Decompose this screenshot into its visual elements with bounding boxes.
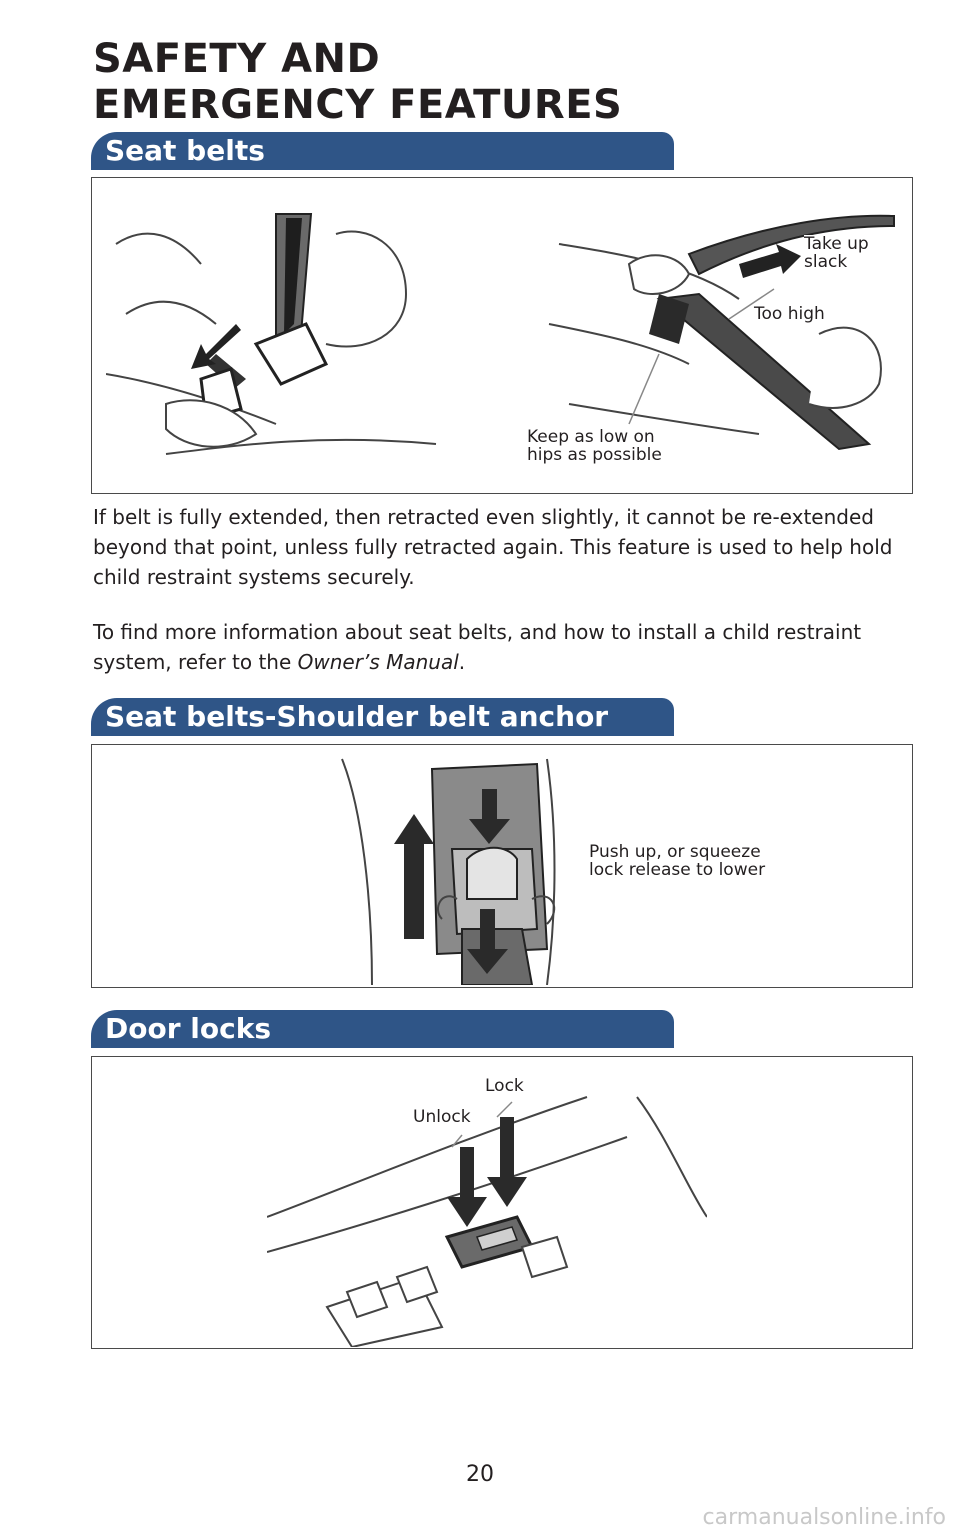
section-heading-shoulder-belt-anchor: Seat belts-Shoulder belt anchor [105,700,609,733]
section-tab-shoulder-belt-anchor [91,698,674,736]
callout-keep-low-on-hips: Keep as low on hips as possible [527,427,662,465]
door-locks-panel [91,1056,913,1349]
page-title [93,36,622,128]
section-heading-seat-belts: Seat belts [105,134,265,167]
page-title-line-1: SAFETY AND [93,36,381,82]
section-tab-door-locks [91,1010,674,1048]
watermark: carmanualsonline.info [702,1505,946,1530]
callout-lock: Lock [485,1076,524,1096]
info-paragraph-end: . [458,650,466,674]
seat-belt-buckle-illustration [106,204,451,464]
section-heading-door-locks: Door locks [105,1012,271,1045]
owners-manual-reference: Owner’s Manual [297,650,459,674]
callout-take-up-slack: Take up slack [804,234,869,272]
info-paragraph-text: To find more information about seat belts, and how to install a child restraint system, refer to the [93,620,862,674]
callout-too-high: Too high [754,304,825,324]
page-number: 20 [466,1462,494,1487]
callout-unlock: Unlock [413,1107,471,1127]
shoulder-belt-anchor-panel [91,744,913,988]
page-title-line-2: EMERGENCY FEATURES [93,82,623,128]
callout-push-up-or-squeeze: Push up, or squeeze lock release to lower [589,842,766,880]
seat-belts-illustration-panel [91,177,913,494]
seat-belt-info-paragraph [93,617,893,677]
section-tab-seat-belts [91,132,674,170]
seat-belt-lock-paragraph: If belt is fully extended, then retracted even slightly, it cannot be re-extended beyond that point, unless fully retracted again. This feature is used to help hold child restraint systems securely. [93,505,893,589]
door-lock-switch-illustration [267,1077,707,1347]
